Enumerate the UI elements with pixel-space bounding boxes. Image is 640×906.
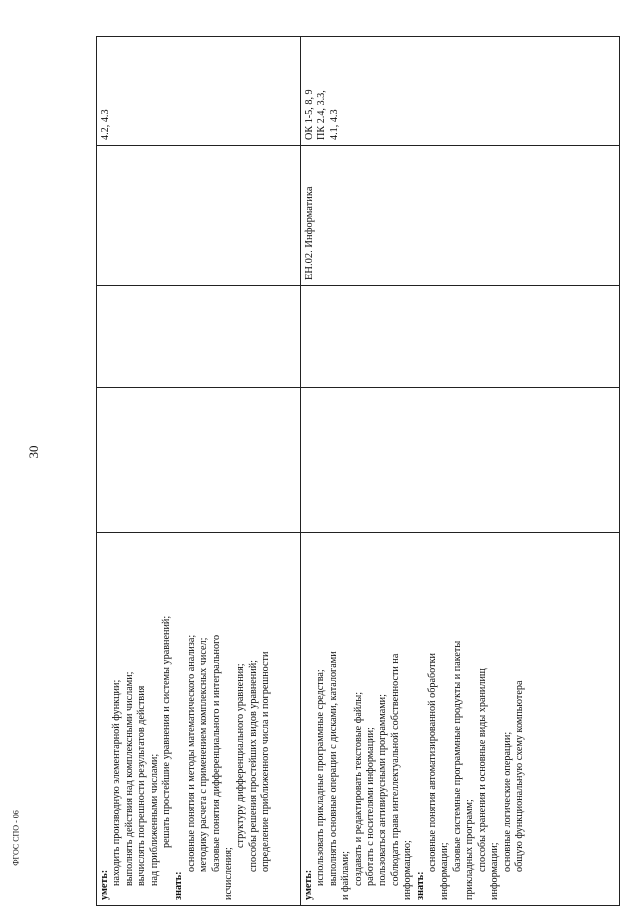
empty-cell xyxy=(97,388,301,533)
competence-code: ОК 1-5, 8, 9 xyxy=(304,89,315,140)
competence-codes-cell xyxy=(301,37,620,146)
skill-item: вычислять погрешности результатов действия xyxy=(136,685,148,886)
skill-item: и файлами; xyxy=(340,851,352,900)
knowledge-label: знать: xyxy=(414,871,426,900)
knowledge-item: способы хранения и основные виды хранилищ xyxy=(476,668,488,872)
skill-item: выполнять основные операции с дисками, каталогами xyxy=(327,651,339,886)
knowledge-item: основные логические операции; xyxy=(501,731,513,872)
knowledge-item: способы решения простейших видов уравнений; xyxy=(247,660,259,872)
requirements-cell xyxy=(301,533,620,906)
skill-item: выполнять действия над комплексными числами; xyxy=(123,671,135,886)
empty-cell xyxy=(301,388,620,533)
empty-cell xyxy=(301,286,620,388)
knowledge-item: исчисления; xyxy=(223,847,235,900)
knowledge-item: структуру дифференциального уравнения; xyxy=(235,663,247,848)
knowledge-item: определение приближенного числа и погрешности xyxy=(260,651,272,872)
skill-item: над приближенными числами; xyxy=(148,753,160,886)
skill-item: решать простейшие уравнения и системы уравнений; xyxy=(161,615,173,848)
page-number: 30 xyxy=(26,445,41,459)
knowledge-item: базовые понятия дифференциального и интегрального xyxy=(210,634,222,872)
rotated-table-sheet xyxy=(96,37,619,906)
table-row-mathematics xyxy=(97,37,301,906)
table-row-informatics xyxy=(301,37,620,906)
discipline-cell xyxy=(97,146,301,286)
knowledge-item: информации; xyxy=(489,842,501,900)
competence-table xyxy=(96,36,620,906)
competence-code: ПК 2.4, 3.3, xyxy=(316,90,328,140)
skills-label: уметь: xyxy=(303,869,314,900)
skill-item: работать с носителями информации; xyxy=(365,727,377,886)
discipline-name: ЕН.02. Информатика xyxy=(304,186,315,280)
knowledge-item: базовые системные программные продукты и пакеты xyxy=(451,640,463,872)
knowledge-item: информации; xyxy=(439,842,451,900)
knowledge-item: основные понятия автоматизированной обработки xyxy=(427,653,439,872)
competence-code: 4.1, 4.3 xyxy=(328,109,340,140)
skill-item: соблюдать права интеллектуальной собственности на xyxy=(389,653,401,886)
knowledge-item: общую функциональную схему компьютера xyxy=(513,680,525,872)
skill-item: создавать и редактировать текстовые файлы; xyxy=(352,691,364,886)
competence-codes-cell xyxy=(97,37,301,146)
knowledge-label: знать: xyxy=(173,871,185,900)
skill-item: находить производную элементарной функции; xyxy=(111,679,123,886)
knowledge-item: прикладных программ; xyxy=(464,799,476,900)
competence-code: 4.2, 4.3 xyxy=(100,109,111,140)
discipline-cell xyxy=(301,146,620,286)
skills-label: уметь: xyxy=(99,869,110,900)
skill-item: пользоваться антивирусными программами; xyxy=(377,694,389,886)
page-footer: ФГОС СПО - 06 xyxy=(11,810,21,866)
empty-cell xyxy=(97,286,301,388)
knowledge-item: основные понятия и методы математического анализа; xyxy=(185,634,197,872)
knowledge-item: методику расчета с применением комплексных чисел; xyxy=(198,637,210,872)
requirements-cell xyxy=(97,533,301,906)
skill-item: информацию; xyxy=(402,840,414,900)
skill-item: использовать прикладные программные средства; xyxy=(315,669,327,886)
